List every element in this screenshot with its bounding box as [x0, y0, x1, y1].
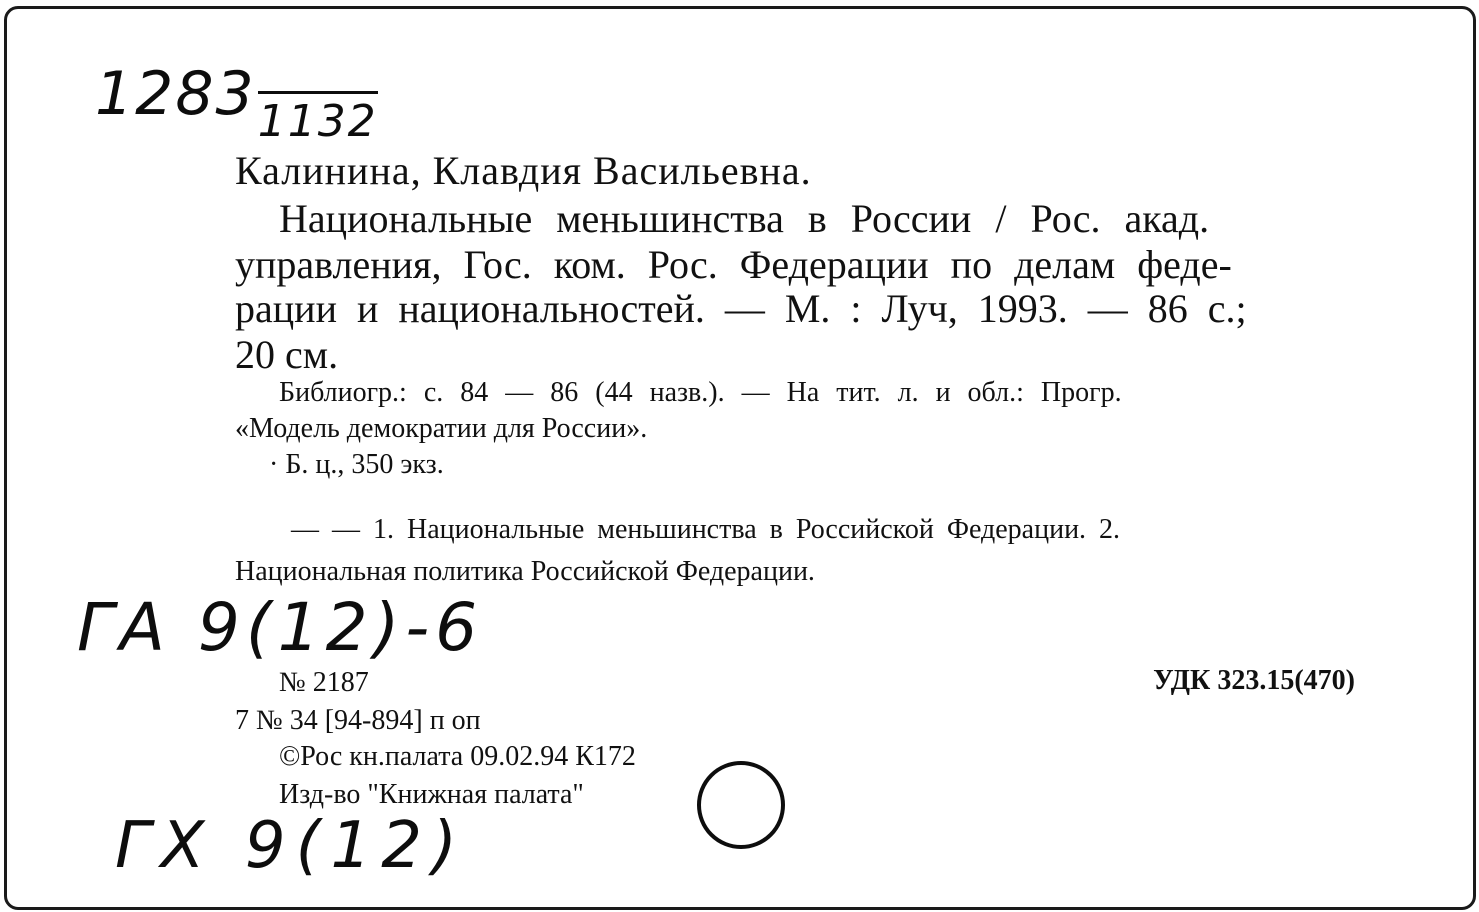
price-note: · Б. ц., 350 экз. [269, 449, 444, 480]
author-line: Калинина, Клавдия Васильевна. [235, 148, 812, 193]
title-line-1: Национальные меньшинства в России / Рос. акад. [279, 196, 1210, 241]
catalog-card [4, 6, 1476, 910]
handwritten-shelf-mark [95, 59, 378, 147]
card-number: № 2187 [279, 667, 369, 698]
registration-line: 7 № 34 [94-894] п оп [235, 705, 481, 736]
circle-mark [697, 761, 785, 849]
copyright-line: ©Рос кн.палата 09.02.94 К172 [279, 741, 636, 772]
shelf-mark-fraction: 1132 [258, 91, 378, 147]
handwritten-class-code-1: ГА 9(12)-6 [77, 589, 484, 666]
publisher-line: Изд-во "Книжная палата" [279, 779, 584, 810]
subject-line-2: Национальная политика Российской Федерации. [235, 556, 815, 587]
shelf-mark-main: 1283 [95, 59, 256, 129]
title-line-3: рации и национальностей. — М. : Луч, 1993. — 86 с.; [235, 286, 1247, 331]
subject-line-1: — — 1. Национальные меньшинства в Российской Федерации. 2. [291, 514, 1121, 545]
udc-code: УДК 323.15(470) [1153, 665, 1355, 696]
handwritten-class-code-2: ГХ 9(12) [115, 809, 467, 883]
bibliography-note: Библиогр.: с. 84 — 86 (44 назв.). — На тит. л. и обл.: Прогр. [279, 377, 1122, 408]
title-line-4: 20 см. [235, 332, 339, 377]
title-line-2: управления, Гос. ком. Рос. Федерации по делам феде- [235, 242, 1232, 287]
program-note: «Модель демократии для России». [235, 413, 648, 444]
